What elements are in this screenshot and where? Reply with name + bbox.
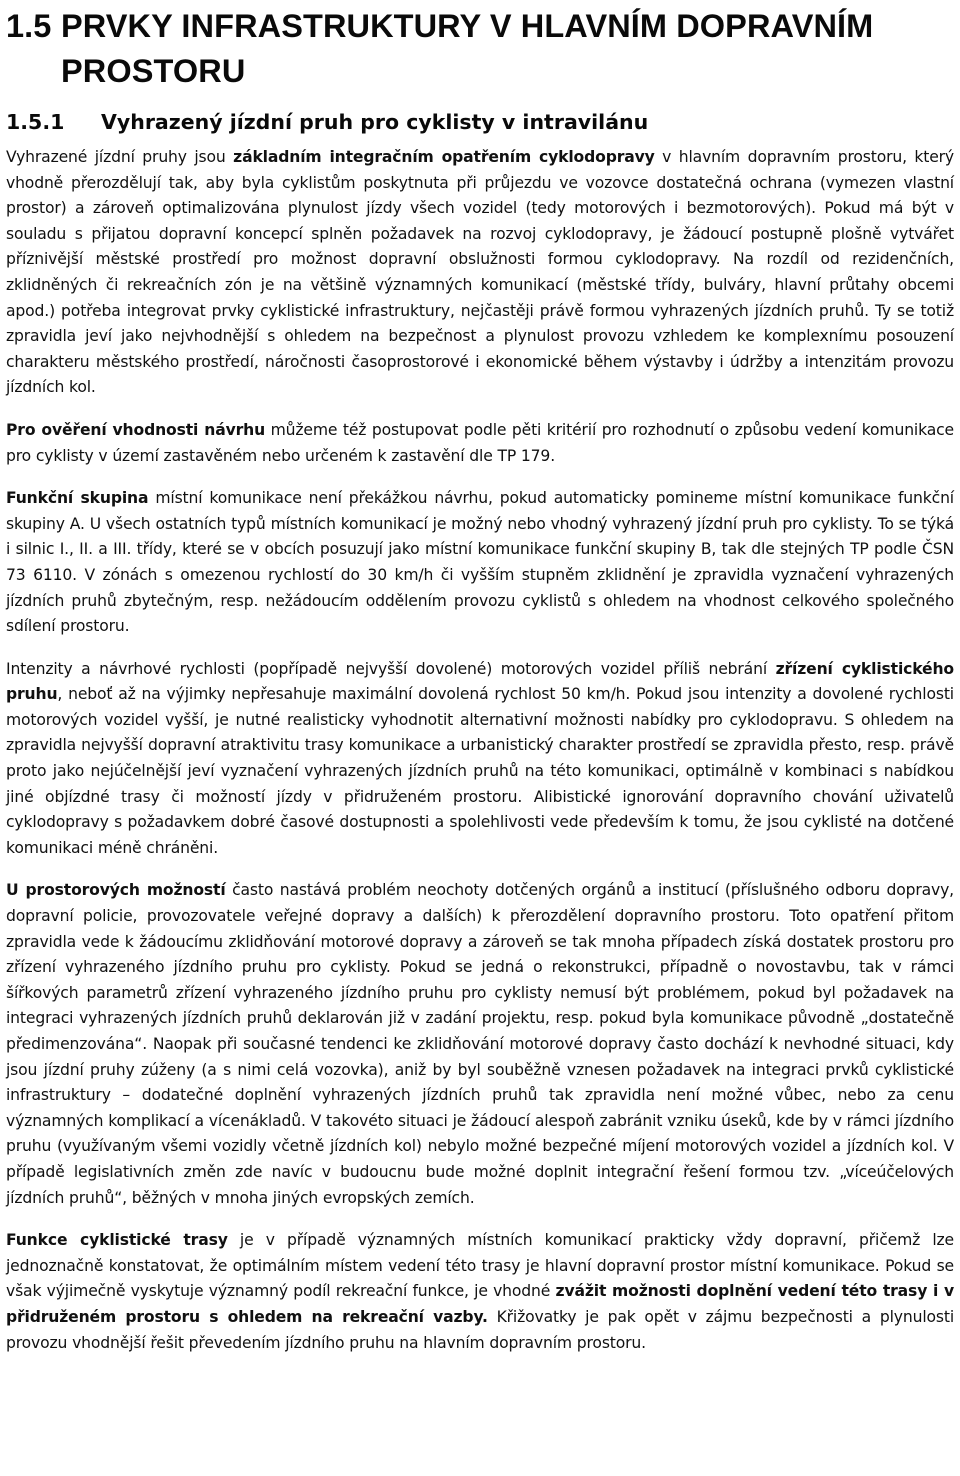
subsection-title: Vyhrazený jízdní pruh pro cyklisty v intravilánu [101,110,649,134]
paragraph-spatial-options [6,878,954,1211]
paragraph-emphasis: zřízení cyklistického pruhu [6,659,954,704]
paragraph-text: místní komunikace není překážkou návrhu, pokud automaticky pomineme místní komunikace funkční skupiny A. U všech ostatních typů místních komunikací je možný nebo vhodný vyhrazený jízdní pruh pro cyklisty. To se týká i silnic I., II. a III. třídy, které se v obcích posuzují jako místní komunikace funkční skupiny B, tak dle stejných TP podle ČSN 73 6110. V zónách s omezenou rychlostí do 30 km/h či vyšším stupněm zklidnění je zpravidla vyznačení vyhrazených jízdních pruhů zbytečným, resp. nežádoucím oddělením provozu cyklistů s ohledem na vhodnost celkového společného sdílení prostoru. [6,489,954,636]
paragraph-functional-group [6,486,954,640]
paragraph-emphasis: zvážit možnosti doplnění vedení této trasy i v přidruženém prostoru s ohledem na rekreační vazby. [6,1282,954,1326]
section-number: 1.5 [6,8,52,44]
section-title-line1: PRVKY INFRASTRUKTURY V HLAVNÍM DOPRAVNÍM [61,8,874,44]
paragraph-emphasis: Funkce cyklistické trasy [6,1231,228,1250]
paragraph-intensities [6,657,954,862]
subsection-number: 1.5.1 [6,110,65,134]
subsection-heading [6,108,954,136]
paragraph-intro [6,145,954,401]
paragraph-emphasis: U prostorových možností [6,881,226,900]
paragraph-text: je v případě významných místních komunikací prakticky vždy dopravní, přičemž lze jednoznačně konstatovat, že optimálním místem vedení této trasy je hlavní dopravní prostor místní komunikace. Pokud se však výjimečně vyskytuje významný podíl rekreační funkce, je vhodné [6,1231,954,1301]
paragraph-route-function [6,1228,954,1356]
paragraph-verification [6,418,954,469]
section-heading [6,0,954,94]
paragraph-text: můžeme též postupovat podle pěti kritérií pro rozhodnutí o způsobu vedení komunikace pro cyklisty v území zastavěném nebo určeném k zastavění dle TP 179. [6,420,954,465]
paragraph-text: Intenzity a návrhové rychlosti (popřípadě nejvyšší dovolené) motorových vozidel příliš nebrání [6,659,776,678]
paragraph-emphasis: Funkční skupina [6,489,149,508]
paragraph-emphasis: základním integračním opatřením cyklodopravy [233,148,655,166]
paragraph-text: v hlavním dopravním prostoru, který vhodně přerozdělují tak, aby byla cyklistům poskytnuta při průjezdu ve vozovce dostatečná ochrana (vymezen vlastní prostor) a zároveň optimalizována plynulost jízdy všech vozidel (tedy motorových i bezmotorových). Pokud má být v souladu s přijatou dopravní koncepcí splněn požadavek na rozvoj cyklodopravy, je žádoucí postupně plošně vytvářet příznivější městské prostředí pro možnost dopravní obslužnosti formou cyklodopravy. Na rozdíl od rezidenčních, zklidněných či rekreačních zón je na většině významných komunikací (městské třídy, bulváry, hlavní průtahy obcemi apod.) potřeba integrovat prvky cyklistické infrastruktury, nejčastěji právě formou vyhrazených jízdních pruhů. Ty se totiž zpravidla jeví jako nejvhodnější s ohledem na bezpečnost a plynulost provozu vzhledem ke komplexnímu posouzení charakteru městského prostředí, náročnosti časoprostorové i ekonomické během výstavby i údržby a intenzitám provozu jízdních kol. [6,148,955,397]
section-title-line2: PROSTORU [61,53,246,89]
paragraph-text: často nastává problém neochoty dotčených orgánů a institucí (příslušného odboru dopravy, dopravní policie, provozovatele veřejné dopravy a dalších) k přerozdělení dopravního prostoru. Toto opatření přitom zpravidla vede k žádoucímu zklidňování motorové dopravy a zároveň se tak mnoha případech získá dostatek prostoru pro zřízení vyhrazeného jízdního pruhu pro cyklisty. Pokud se jedná o rekonstrukci, případně o novostavbu, tak v rámci šířkových parametrů zřízení vyhrazeného jízdního pruhu pro cyklisty nemusí být problémem, pokud byl požadavek na integraci vyhrazených jízdních pruhů deklarován již v zadání projektu, resp. pokud byla komunikace původně „dostatečně předimenzována“. Naopak při současné tendenci ke zklidňování motorové dopravy často dochází k nevhodné situaci, kdy jsou jízdní pruhy zúženy (a s nimi celá vozovka), aniž by byl souběžně vznesen požadavek na integraci prvků cyklistické infrastruktury – dodatečné doplnění vyhrazených jízdních pruhů tak zpravidla není možné vůbec, nebo za cenu významných komplikací a vícenákladů. V takovéto situaci je žádoucí alespoň zabránit vzniku úseků, kde by v rámci jízdního pruhu (využívaným všemi vozidly včetně jízdních kol) nebylo možné bezpečné míjení motorových vozidel a jízdních kol. V případě legislativních změn zde navíc v budoucnu bude možné doplnit integrační řešení formou tzv. „víceúčelových jízdních pruhů“, běžných v mnoha jiných evropských zemích. [6,881,954,1207]
paragraph-text: Vyhrazené jízdní pruhy jsou [6,148,234,166]
paragraph-text: Křižovatky je pak opět v zájmu bezpečnosti a plynulosti provozu vhodnější řešit převedením jízdního pruhu na hlavním dopravním prostoru. [6,1307,955,1352]
paragraph-text: , neboť až na výjimky nepřesahuje maximální dovolená rychlost 50 km/h. Pokud jsou intenzity a dovolené rychlosti motorových vozidel vyšší, je nutné realisticky vyhodnotit alternativní možnosti nabídky pro cyklodopravu. S ohledem na zpravidla nejvyšší dopravní atraktivitu trasy komunikace a urbanistický charakter prostředí se zpravidla přesto, resp. právě proto jako nejúčelnější jeví vyznačení vyhrazených jízdních pruhů na této komunikaci, optimálně v kombinaci s nabídkou jiné objízdné trasy či možností jízdy v přidruženém prostoru. Alibistické ignorování dopravního chování uživatelů cyklodopravy s požadavkem dobré časové dostupnosti a spolehlivosti vede především k tomu, že jsou cyklisté na dotčené komunikaci méně chráněni. [6,685,954,857]
paragraph-emphasis: Pro ověření vhodnosti návrhu [6,420,266,439]
